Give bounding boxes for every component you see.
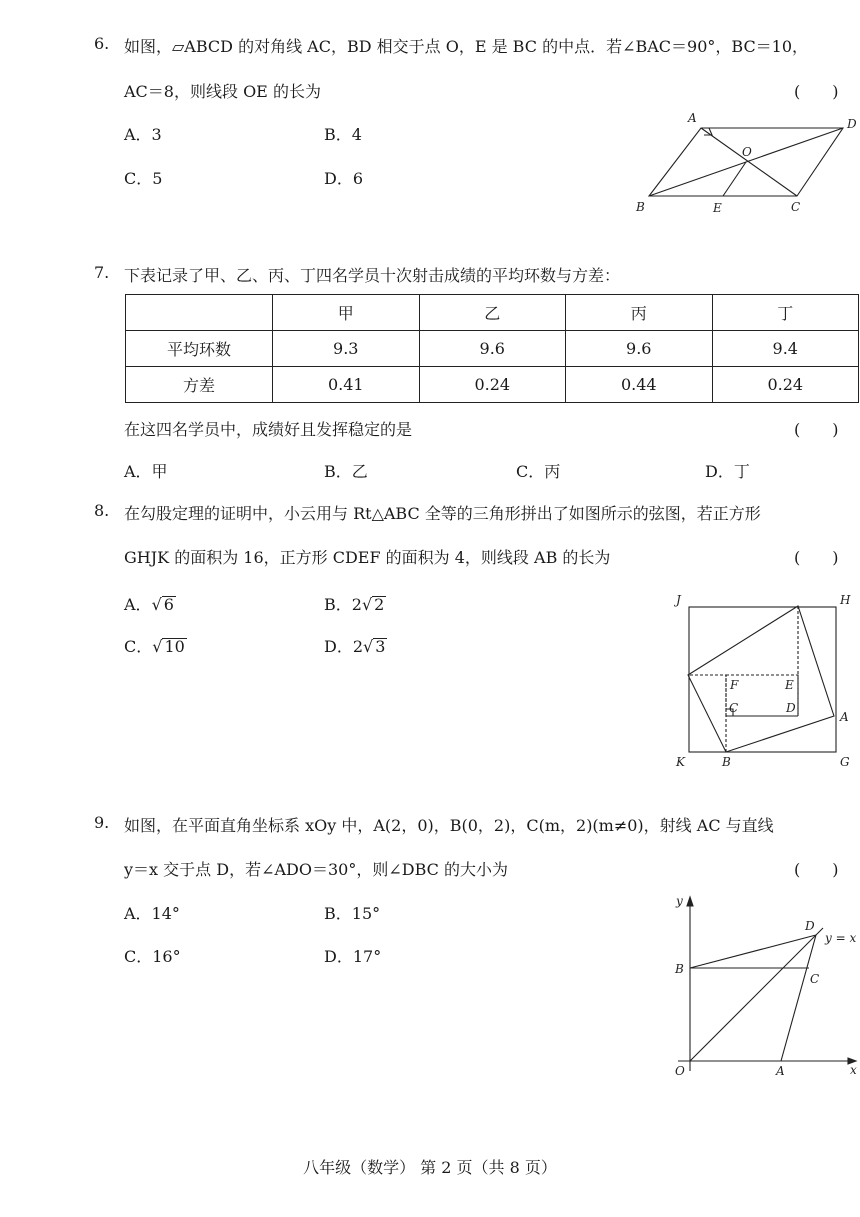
q6-number: 6.	[94, 34, 110, 53]
q6-stem-line1: 如图，▱ABCD 的对角线 AC，BD 相交于点 O，E 是 BC 的中点．若∠BAC＝90°，BC＝10，	[124, 37, 809, 56]
option-prefix: A．	[124, 595, 152, 614]
label-y: y	[676, 894, 683, 908]
segment-bd	[690, 935, 816, 968]
q8-option-a	[124, 592, 176, 615]
label-d: D	[786, 701, 796, 715]
q8-stem-line1: 在勾股定理的证明中，小云用与 Rt△ABC 全等的三角形拼出了如图所示的弦图，若正方形	[124, 504, 761, 523]
q7-score-table	[125, 294, 859, 403]
radicand: 3	[375, 637, 386, 656]
diagonal-ac	[701, 128, 797, 196]
q9-option-a: A．14°	[124, 904, 180, 923]
label-a: A	[688, 111, 697, 125]
label-line: y = x	[825, 931, 857, 945]
q9-option-d: D．17°	[324, 947, 382, 966]
sqrt-sign: √	[151, 595, 162, 614]
label-x: x	[850, 1063, 857, 1077]
label-b: B	[722, 755, 731, 769]
dashed-de-dc	[726, 606, 798, 716]
q6-option-a: A．3	[124, 125, 162, 144]
line-y-equals-x	[690, 928, 823, 1061]
q9-option-b: B．15°	[324, 904, 381, 923]
q9-number: 9.	[94, 813, 110, 832]
q9-coordinate-figure	[668, 893, 860, 1085]
q6-option-c: C．5	[124, 169, 163, 188]
table-cell: 9.6	[566, 331, 713, 367]
q6-option-d: D．6	[324, 169, 364, 188]
label-e: E	[785, 678, 794, 692]
q8-option-d	[324, 634, 387, 657]
q6-option-b: B．4	[324, 125, 362, 144]
sqrt-sign: √	[361, 595, 373, 614]
q9-stem-line1: 如图，在平面直角坐标系 xOy 中，A(2，0)，B(0，2)，C(m，2)(m≠0)，射线 AC 与直线	[124, 816, 774, 835]
option-prefix: D．2	[324, 637, 364, 656]
page-footer: 八年级（数学） 第 2 页（共 8 页）	[303, 1158, 557, 1177]
label-j: J	[676, 593, 681, 607]
sqrt-sign: √	[363, 637, 374, 656]
q9-stem-line2: y＝x 交于点 D，若∠ADO＝30°，则∠DBC 的大小为	[124, 860, 508, 879]
q7-stem: 下表记录了甲、乙、丙、丁四名学员十次射击成绩的平均环数与方差：	[124, 266, 621, 285]
option-prefix: C．	[124, 637, 153, 656]
q7-option-b: B．乙	[324, 462, 368, 481]
label-o: O	[675, 1064, 685, 1078]
q9-answer-paren: ( )	[794, 860, 839, 879]
table-row	[126, 367, 859, 403]
label-h: H	[840, 593, 851, 607]
q6-answer-paren: ( )	[794, 82, 839, 101]
table-cell: 0.24	[419, 367, 566, 403]
radicand: 10	[164, 637, 185, 656]
label-f: F	[730, 678, 739, 692]
table-cell: 0.44	[566, 367, 713, 403]
table-header-cell: 丁	[712, 295, 859, 331]
q8-option-c	[124, 634, 187, 657]
q7-option-a: A．甲	[124, 462, 168, 481]
q7-number: 7.	[94, 263, 110, 282]
label-a: A	[776, 1064, 785, 1078]
table-header-cell	[126, 295, 273, 331]
table-cell: 9.3	[273, 331, 420, 367]
option-prefix: B．2	[324, 595, 362, 614]
radicand: 2	[374, 595, 385, 614]
q7-option-c: C．丙	[516, 462, 561, 481]
q8-stem-line2: GHJK 的面积为 16，正方形 CDEF 的面积为 4，则线段 AB 的长为	[124, 548, 611, 567]
radicand: 6	[163, 595, 174, 614]
ray-ac	[781, 935, 816, 1061]
label-c: C	[791, 200, 801, 214]
table-cell: 平均环数	[126, 331, 273, 367]
label-d: D	[847, 117, 857, 131]
table-cell: 方差	[126, 367, 273, 403]
table-header-row	[126, 295, 859, 331]
q8-option-b	[324, 592, 386, 615]
label-k: K	[676, 755, 685, 769]
table-header-cell: 丙	[566, 295, 713, 331]
label-o: O	[742, 145, 752, 159]
table-row	[126, 331, 859, 367]
table-cell: 9.6	[419, 331, 566, 367]
label-b: B	[675, 962, 684, 976]
q7-answer-paren: ( )	[794, 420, 839, 439]
q8-pythagoras-figure	[668, 588, 858, 774]
label-b: B	[636, 200, 645, 214]
y-axis-arrow	[687, 897, 693, 906]
table-cell: 0.24	[712, 367, 859, 403]
q8-number: 8.	[94, 501, 110, 520]
table-header-cell: 乙	[419, 295, 566, 331]
q6-parallelogram-figure	[628, 108, 860, 220]
q9-option-c: C．16°	[124, 947, 181, 966]
q8-answer-paren: ( )	[794, 548, 839, 567]
table-cell: 0.41	[273, 367, 420, 403]
q6-stem-line2: AC＝8，则线段 OE 的长为	[124, 82, 321, 101]
label-c: C	[810, 972, 820, 986]
q7-question: 在这四名学员中，成绩好且发挥稳定的是	[124, 420, 413, 439]
label-c: C	[729, 701, 739, 715]
label-a: A	[840, 710, 849, 724]
table-cell: 9.4	[712, 331, 859, 367]
segment-oe	[723, 162, 746, 196]
square-abcd-outer	[688, 606, 834, 752]
label-d: D	[805, 919, 815, 933]
label-e: E	[713, 201, 722, 215]
table-header-cell: 甲	[273, 295, 420, 331]
q7-option-d: D．丁	[705, 462, 750, 481]
label-g: G	[840, 755, 850, 769]
sqrt-sign: √	[152, 637, 163, 656]
